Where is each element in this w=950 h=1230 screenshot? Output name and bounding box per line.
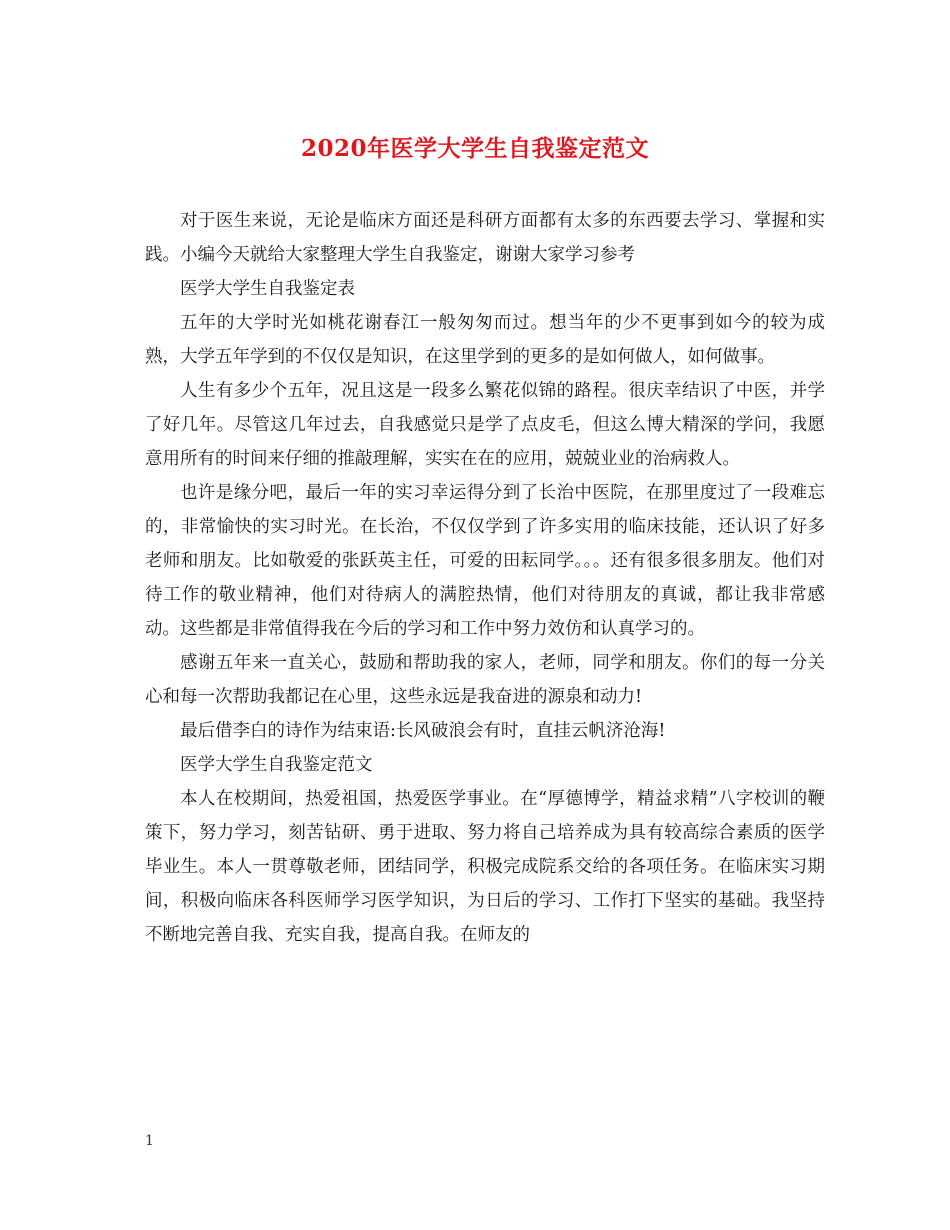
paragraph: 人生有多少个五年，况且这是一段多么繁花似锦的路程。很庆幸结识了中医，并学了好几年。尽管这几年过去，自我感觉只是学了点皮毛，但这么博大精深的学问，我愿意用所有的时间来仔细的推敲理解，实实在在的应用，兢兢业业的治病救人。 [145, 381, 825, 469]
document-body [145, 204, 825, 952]
paragraph: 五年的大学时光如桃花谢春江一般匆匆而过。想当年的少不更事到如今的较为成熟，大学五年学到的不仅仅是知识，在这里学到的更多的是如何做人，如何做事。 [145, 313, 825, 367]
section-heading-table: 医学大学生自我鉴定表 [180, 279, 355, 299]
document-title: 2020年医学大学生自我鉴定范文 [300, 135, 649, 162]
section-heading-sample: 医学大学生自我鉴定范文 [180, 755, 373, 775]
paragraph-intro: 对于医生来说，无论是临床方面还是科研方面都有太多的东西要去学习、掌握和实践。小编今天就给大家整理大学生自我鉴定，谢谢大家学习参考 [145, 211, 825, 265]
paragraph: 感谢五年来一直关心，鼓励和帮助我的家人，老师，同学和朋友。你们的每一分关心和每一次帮助我都记在心里，这些永远是我奋进的源泉和动力! [145, 653, 825, 707]
paragraph-closing-quote: 最后借李白的诗作为结束语:长风破浪会有时，直挂云帆济沧海! [180, 721, 666, 741]
paragraph: 本人在校期间，热爱祖国，热爱医学事业。在“厚德博学，精益求精”八字校训的鞭策下，努力学习，刻苦钻研、勇于进取、努力将自己培养成为具有较高综合素质的医学毕业生。本人一贯尊敬老师，团结同学，积极完成院系交给的各项任务。在临床实习期间，积极向临床各科医师学习医学知识，为日后的学习、工作打下坚实的基础。我坚持不断地完善自我、充实自我，提高自我。在师友的 [145, 789, 825, 945]
paragraph: 也许是缘分吧，最后一年的实习幸运得分到了长治中医院，在那里度过了一段难忘的，非常愉快的实习时光。在长治，不仅仅学到了许多实用的临床技能，还认识了好多老师和朋友。比如敬爱的张跃英主任，可爱的田耘同学。。。还有很多很多朋友。他们对待工作的敬业精神，他们对待病人的满腔热情，他们对待朋友的真诚，都让我非常感动。这些都是非常值得我在今后的学习和工作中努力效仿和认真学习的。 [145, 483, 825, 639]
page-number: 1 [145, 1133, 154, 1149]
